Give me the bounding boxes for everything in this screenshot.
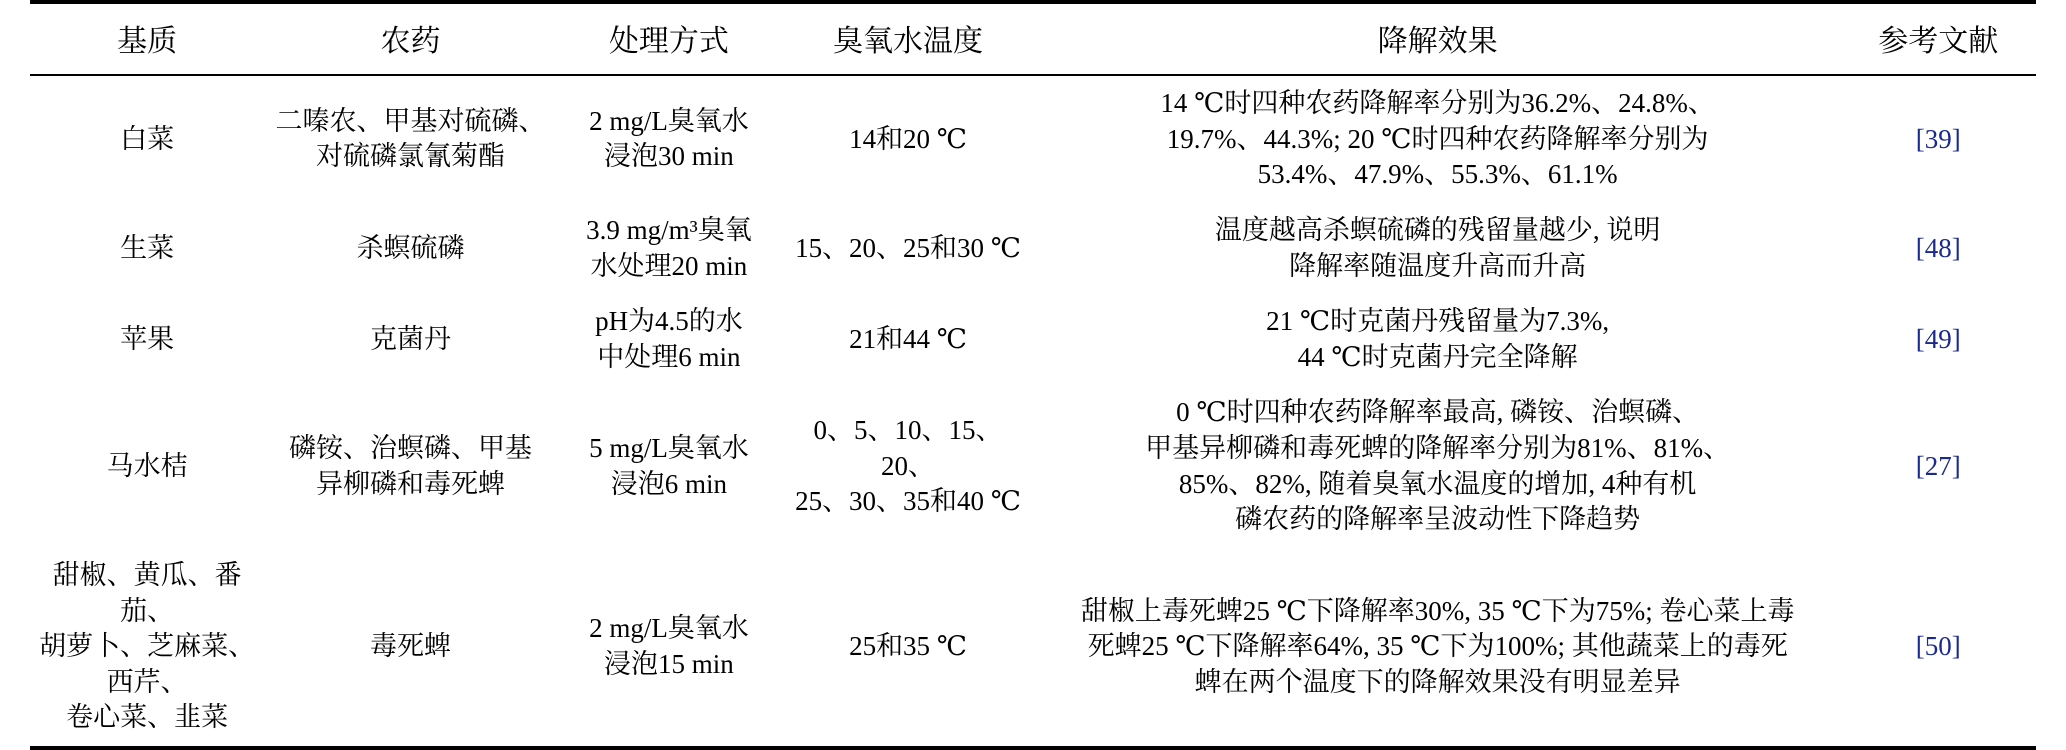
text-line: 浸泡15 min — [604, 648, 734, 679]
text-line: 水处理20 min — [590, 250, 748, 281]
text-line: 胡萝卜、芝麻菜、西芹、 — [39, 631, 256, 697]
text-line: 85%、82%, 随着臭氧水温度的增加, 4种有机 — [1178, 468, 1697, 499]
cell-temperature — [781, 203, 1035, 294]
cell-substrate — [30, 294, 264, 385]
cell-effect — [1035, 548, 1841, 748]
text-line: 磷铵、治螟磷、甲基 — [288, 433, 532, 463]
cell-pesticide — [264, 75, 556, 203]
text-line: 14 ℃时四种农药降解率分别为36.2%、24.8%、 — [1160, 88, 1715, 118]
cell-substrate — [30, 203, 264, 294]
column-header-substrate: 基质 — [30, 2, 264, 75]
text-line: 毒死蜱 — [369, 631, 451, 662]
cell-pesticide — [264, 203, 556, 294]
text-line: 0、5、10、15、20、 — [813, 415, 1003, 481]
cell-temperature — [781, 294, 1035, 385]
cell-effect — [1035, 203, 1841, 294]
column-header-method: 处理方式 — [557, 2, 782, 75]
text-line: 2 mg/L臭氧水 — [589, 613, 749, 644]
text-line: 中处理6 min — [597, 341, 741, 372]
cell-pesticide — [264, 385, 556, 548]
cell-reference[interactable]: [39] — [1915, 123, 1961, 154]
text-line: pH为4.5的水 — [595, 306, 743, 337]
cell-pesticide — [264, 548, 556, 748]
text-line: 44 ℃时克菌丹完全降解 — [1297, 341, 1578, 372]
text-line: 甜椒上毒死蜱25 ℃下降解率30%, 35 ℃下为75%; 卷心菜上毒 — [1080, 595, 1795, 626]
table-row — [30, 385, 2036, 548]
text-line: 杀螟硫磷 — [356, 232, 465, 263]
cell-method — [557, 385, 782, 548]
text-line: 25、30、35和40 ℃ — [795, 486, 1022, 517]
text-line: 卷心菜、韭菜 — [66, 702, 229, 733]
cell-temperature — [781, 75, 1035, 203]
column-header-temperature: 臭氧水温度 — [781, 2, 1035, 75]
cell-reference[interactable]: [48] — [1915, 232, 1961, 263]
text-line: 生菜 — [120, 232, 175, 263]
text-line: 降解率随温度升高而升高 — [1289, 250, 1587, 281]
cell-effect — [1035, 294, 1841, 385]
text-line: 蜱在两个温度下的降解效果没有明显差异 — [1194, 666, 1681, 697]
column-header-effect: 降解效果 — [1035, 2, 1841, 75]
text-line: 二嗪农、甲基对硫磷、 — [275, 105, 546, 136]
text-line: 14和20 ℃ — [849, 123, 968, 154]
table-body — [30, 75, 2036, 748]
text-line: 异柳磷和毒死蜱 — [315, 468, 505, 499]
text-line: 15、20、25和30 ℃ — [795, 232, 1022, 263]
text-line: 21 ℃时克菌丹残留量为7.3%, — [1266, 306, 1610, 337]
text-line: 2 mg/L臭氧水 — [589, 105, 749, 136]
table-header-row — [30, 2, 2036, 75]
text-line: 对硫磷氯氰菊酯 — [315, 141, 505, 172]
cell-reference[interactable]: [50] — [1840, 548, 2036, 748]
text-line: 0 ℃时四种农药降解率最高, 磷铵、治螟磷、 — [1176, 397, 1700, 428]
column-header-reference: 参考文献 — [1840, 2, 2036, 75]
cell-pesticide — [264, 294, 556, 385]
cell-substrate — [30, 75, 264, 203]
cell-substrate — [30, 385, 264, 548]
text-line: 甜椒、黄瓜、番茄、 — [52, 559, 242, 626]
text-line: 浸泡30 min — [604, 141, 734, 172]
text-line: 温度越高杀螟硫磷的残留量越少, 说明 — [1214, 214, 1661, 245]
text-line: 马水桔 — [106, 450, 188, 481]
cell-method — [557, 294, 782, 385]
text-line: 磷农药的降解率呈波动性下降趋势 — [1235, 504, 1641, 535]
cell-effect — [1035, 75, 1841, 203]
cell-reference[interactable]: [49] — [1915, 323, 1961, 354]
table-header — [30, 2, 2036, 75]
text-line: 甲基异柳磷和毒死蜱的降解率分别为81%、81%、 — [1145, 433, 1731, 463]
text-line: 浸泡6 min — [610, 468, 728, 499]
text-line: 53.4%、47.9%、55.3%、61.1% — [1257, 159, 1618, 190]
text-line: 25和35 ℃ — [849, 631, 968, 662]
cell-method — [557, 548, 782, 748]
text-line: 苹果 — [120, 323, 175, 354]
text-line: 3.9 mg/m³臭氧 — [586, 214, 752, 245]
text-line: 死蜱25 ℃下降解率64%, 35 ℃下为100%; 其他蔬菜上的毒死 — [1087, 631, 1788, 662]
degradation-effect-table — [30, 0, 2036, 750]
table-row — [30, 203, 2036, 294]
text-line: 白菜 — [120, 123, 175, 154]
cell-reference[interactable]: [27] — [1915, 450, 1961, 481]
column-header-pesticide: 农药 — [264, 2, 556, 75]
text-line: 21和44 ℃ — [849, 323, 968, 354]
cell-effect — [1035, 385, 1841, 548]
cell-temperature — [781, 385, 1035, 548]
cell-method — [557, 75, 782, 203]
cell-temperature — [781, 548, 1035, 748]
cell-substrate — [30, 548, 264, 748]
text-line: 5 mg/L臭氧水 — [589, 433, 749, 463]
table-row — [30, 75, 2036, 203]
table-row — [30, 294, 2036, 385]
text-line: 克菌丹 — [369, 323, 451, 354]
cell-method — [557, 203, 782, 294]
text-line: 19.7%、44.3%; 20 ℃时四种农药降解率分别为 — [1166, 123, 1709, 154]
table-row — [30, 548, 2036, 748]
